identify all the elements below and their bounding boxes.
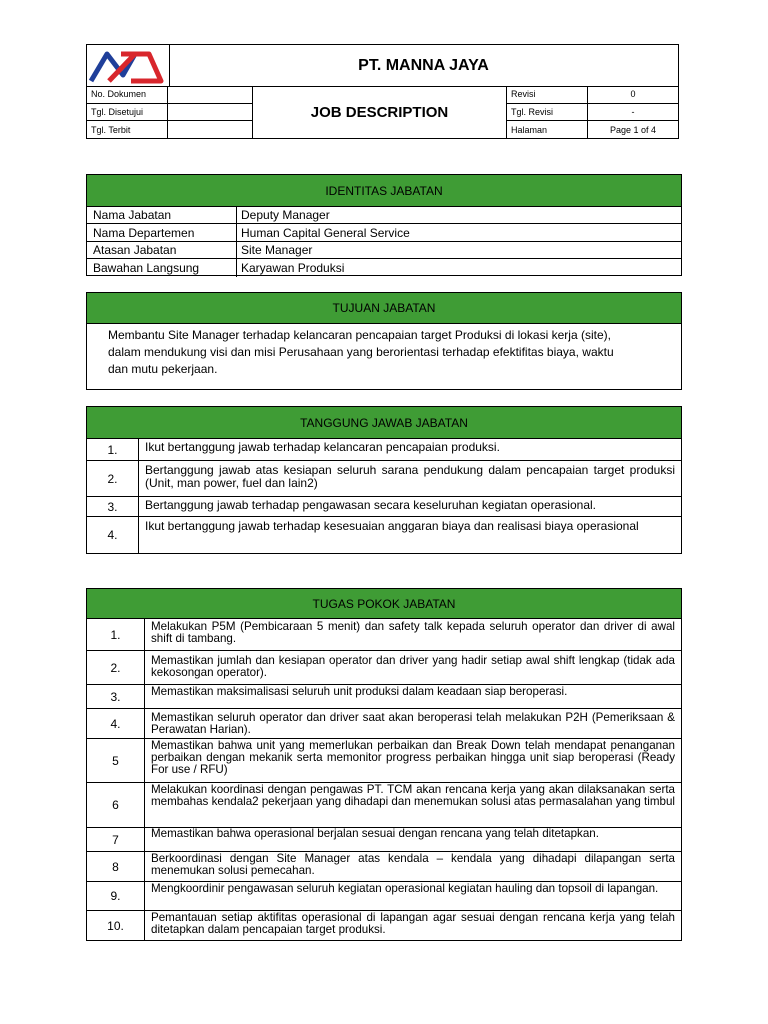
row-number: 2. <box>87 461 139 496</box>
identity-label: Atasan Jabatan <box>87 242 237 258</box>
meta-label: Revisi <box>507 86 588 103</box>
row-number: 3. <box>87 685 145 708</box>
meta-row <box>507 86 678 104</box>
responsibility-row <box>87 439 681 461</box>
document-header <box>86 44 679 139</box>
identity-row <box>87 242 681 259</box>
task-row <box>87 882 681 911</box>
task-row <box>87 685 681 709</box>
row-number: 10. <box>87 911 145 940</box>
responsibility-row <box>87 517 681 553</box>
meta-row <box>87 86 253 104</box>
row-text: Bertanggung jawab atas kesiapan seluruh sarana pendukung dalam pencapaian target produksi (Unit, man power, fuel dan lain2) <box>145 463 675 490</box>
row-text: Ikut bertanggung jawab terhadap kesesuaian anggaran biaya dan realisasi biaya operasional <box>145 519 639 533</box>
section-title: TUGAS POKOK JABATAN <box>87 589 681 619</box>
meta-row <box>507 104 678 122</box>
identity-label: Bawahan Langsung <box>87 259 237 276</box>
row-text: Bertanggung jawab terhadap pengawasan secara keseluruhan kegiatan operasional. <box>145 498 596 512</box>
row-number: 2. <box>87 651 145 684</box>
identity-label: Nama Departemen <box>87 224 237 240</box>
row-text: Mengkoordinir pengawasan seluruh kegiatan operasional kegiatan hauling dan topsoil di lapangan. <box>151 882 659 895</box>
identity-row <box>87 224 681 241</box>
section-title: TANGGUNG JAWAB JABATAN <box>87 407 681 439</box>
section-tugas-pokok <box>86 588 682 941</box>
meta-value <box>168 104 253 121</box>
meta-label: Tgl. Disetujui <box>87 104 168 121</box>
responsibility-row <box>87 497 681 517</box>
doc-meta-right <box>507 86 678 139</box>
row-number: 7 <box>87 828 145 851</box>
identity-value: Deputy Manager <box>241 208 330 223</box>
row-number: 8 <box>87 852 145 881</box>
meta-value: 0 <box>630 89 636 100</box>
identity-row <box>87 207 681 224</box>
document-title: JOB DESCRIPTION <box>253 86 507 139</box>
identity-row <box>87 259 681 276</box>
row-text: Memastikan bahwa unit yang memerlukan perbaikan dan Break Down telah mendapat penanganan perbaikan dengan mekanik serta memonitor progress perbaikan hingga unit siap beroperasi (Ready For use / RFU) <box>151 739 675 776</box>
row-number: 1. <box>87 439 139 460</box>
section-tanggung-jawab <box>86 406 682 554</box>
row-number: 6 <box>87 783 145 827</box>
purpose-line: dan mutu pekerjaan. <box>108 362 218 376</box>
task-row <box>87 783 681 828</box>
meta-value: - <box>631 106 635 117</box>
row-text: Memastikan bahwa operasional berjalan sesuai dengan rencana yang telah ditetapkan. <box>151 827 599 840</box>
task-row <box>87 852 681 882</box>
purpose-line: dalam mendukung visi dan misi Perusahaan yang berorientasi terhadap efektifitas biaya, waktu <box>108 345 614 359</box>
meta-row <box>87 121 253 139</box>
row-text: Pemantauan setiap aktifitas operasional di lapangan agar sesuai dengan rencana kerja yang telah ditetapkan dalam pencapaian target produksi. <box>151 911 675 936</box>
purpose-line: Membantu Site Manager terhadap kelancaran pencapaian target Produksi di lokasi kerja (site), <box>108 328 611 342</box>
row-number: 9. <box>87 882 145 910</box>
row-number: 4. <box>87 709 145 738</box>
task-row <box>87 651 681 685</box>
meta-row <box>87 104 253 122</box>
meta-label: Tgl. Terbit <box>87 121 168 139</box>
company-name: PT. MANNA JAYA <box>169 45 678 87</box>
row-text: Melakukan P5M (Pembicaraan 5 menit) dan safety talk kepada seluruh operator dan driver di awal shift di tambang. <box>151 620 675 645</box>
row-text: Memastikan jumlah dan kesiapan operator dan driver yang hadir setiap awal shift lengkap (tidak ada kekosongan operator). <box>151 654 675 679</box>
row-number: 4. <box>87 517 139 553</box>
manna-jaya-logo-icon <box>87 45 169 86</box>
task-row <box>87 739 681 783</box>
identity-value: Human Capital General Service <box>241 225 410 240</box>
task-row <box>87 619 681 651</box>
identity-value: Karyawan Produksi <box>241 260 345 275</box>
section-identitas-jabatan <box>86 174 682 276</box>
section-tujuan-jabatan <box>86 292 682 390</box>
task-row <box>87 911 681 940</box>
meta-label: No. Dokumen <box>87 86 168 103</box>
doc-meta-left <box>87 86 253 139</box>
row-number: 3. <box>87 497 139 516</box>
row-text: Memastikan seluruh operator dan driver saat akan beroperasi telah melakukan P2H (Pemeriksaan & Perawatan Harian). <box>151 711 675 736</box>
row-text: Ikut bertanggung jawab terhadap kelancaran pencapaian produksi. <box>145 440 500 454</box>
meta-value: Page 1 of 4 <box>609 124 657 135</box>
meta-value <box>168 86 253 103</box>
identity-label: Nama Jabatan <box>87 207 237 223</box>
row-number: 1. <box>87 619 145 650</box>
section-title: IDENTITAS JABATAN <box>87 175 681 207</box>
meta-label: Tgl. Revisi <box>507 104 588 121</box>
company-logo <box>87 45 170 87</box>
row-text: Memastikan maksimalisasi seluruh unit produksi dalam keadaan siap beroperasi. <box>151 685 568 698</box>
responsibility-row <box>87 461 681 497</box>
row-text: Melakukan koordinasi dengan pengawas PT. TCM akan rencana kerja yang akan dilaksanakan serta membahas kendala2 pekerjaan yang dihadapi dan menemukan solusi atas permasalahan yang timbul <box>151 783 675 808</box>
meta-row <box>507 121 678 139</box>
task-row <box>87 828 681 852</box>
row-text: Berkoordinasi dengan Site Manager atas kendala – kendala yang dihadapi dilapangan serta menemukan solusi pemecahan. <box>151 852 675 877</box>
meta-label: Halaman <box>507 121 588 139</box>
row-number: 5 <box>87 739 145 782</box>
purpose-text <box>87 324 681 378</box>
section-title: TUJUAN JABATAN <box>87 293 681 324</box>
meta-value <box>168 121 253 139</box>
task-row <box>87 709 681 739</box>
identity-value: Site Manager <box>241 242 313 257</box>
